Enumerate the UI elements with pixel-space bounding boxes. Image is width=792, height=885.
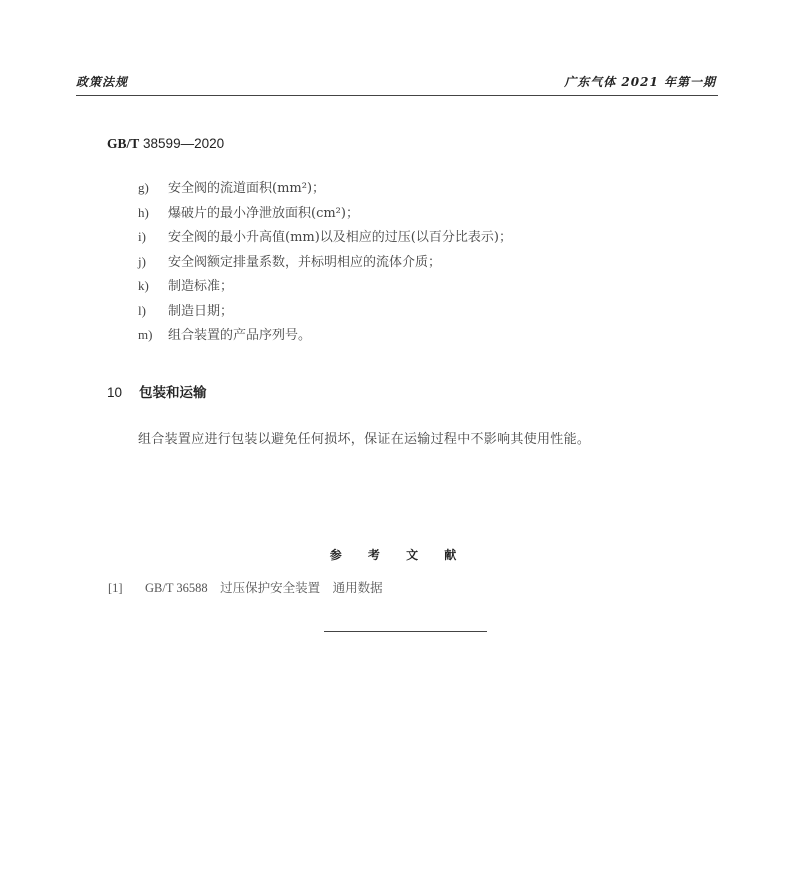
header-journal-issue: 广东气体 2021 年第一期: [564, 75, 716, 89]
list-marker: l): [138, 302, 146, 318]
list-text: 安全阀的流道面积(mm²)；: [168, 181, 326, 196]
references-title: 参 考 文 献: [329, 548, 463, 562]
list-marker: h): [138, 204, 149, 220]
standard-number: [107, 136, 224, 152]
list-item: [138, 252, 512, 277]
list-marker: i): [138, 229, 146, 244]
list-text: 安全阀额定排量系数，并标明相应的流体介质；: [168, 254, 442, 270]
section-title: 包装和运输: [139, 385, 207, 401]
list-marker: k): [138, 278, 149, 293]
list-text: 制造日期；: [168, 303, 234, 319]
list-item: [138, 227, 512, 252]
section-number: 10: [107, 385, 123, 400]
list-marker: j): [138, 253, 146, 269]
list-item: [138, 203, 512, 228]
list-marker: m): [138, 327, 153, 342]
list-item: [138, 301, 512, 326]
header-divider: [76, 95, 718, 96]
list-item: [138, 178, 512, 203]
list-item: [138, 325, 512, 350]
section-heading: [107, 381, 207, 401]
standard-prefix: GB/T: [107, 136, 140, 151]
end-divider: [324, 631, 487, 632]
list-text: 制造标准；: [168, 279, 234, 294]
reference-text: GB/T 36588 过压保护安全装置 通用数据: [145, 581, 383, 595]
list-text: 组合装置的产品序列号。: [168, 328, 312, 343]
reference-marker: [1]: [108, 581, 123, 595]
reference-item: [108, 578, 383, 596]
list-text: 安全阀的最小升高值(mm)以及相应的过压(以百分比表示)；: [168, 230, 512, 245]
marking-list: [138, 178, 512, 350]
list-marker: g): [138, 180, 149, 195]
list-item: [138, 276, 512, 301]
section-paragraph: 组合装置应进行包装以避免任何损坏，保证在运输过程中不影响其使用性能。: [138, 432, 591, 447]
list-text: 爆破片的最小净泄放面积(cm²)；: [168, 205, 359, 221]
standard-code: 38599—2020: [143, 136, 225, 151]
header-section-label: 政策法规: [76, 75, 129, 89]
